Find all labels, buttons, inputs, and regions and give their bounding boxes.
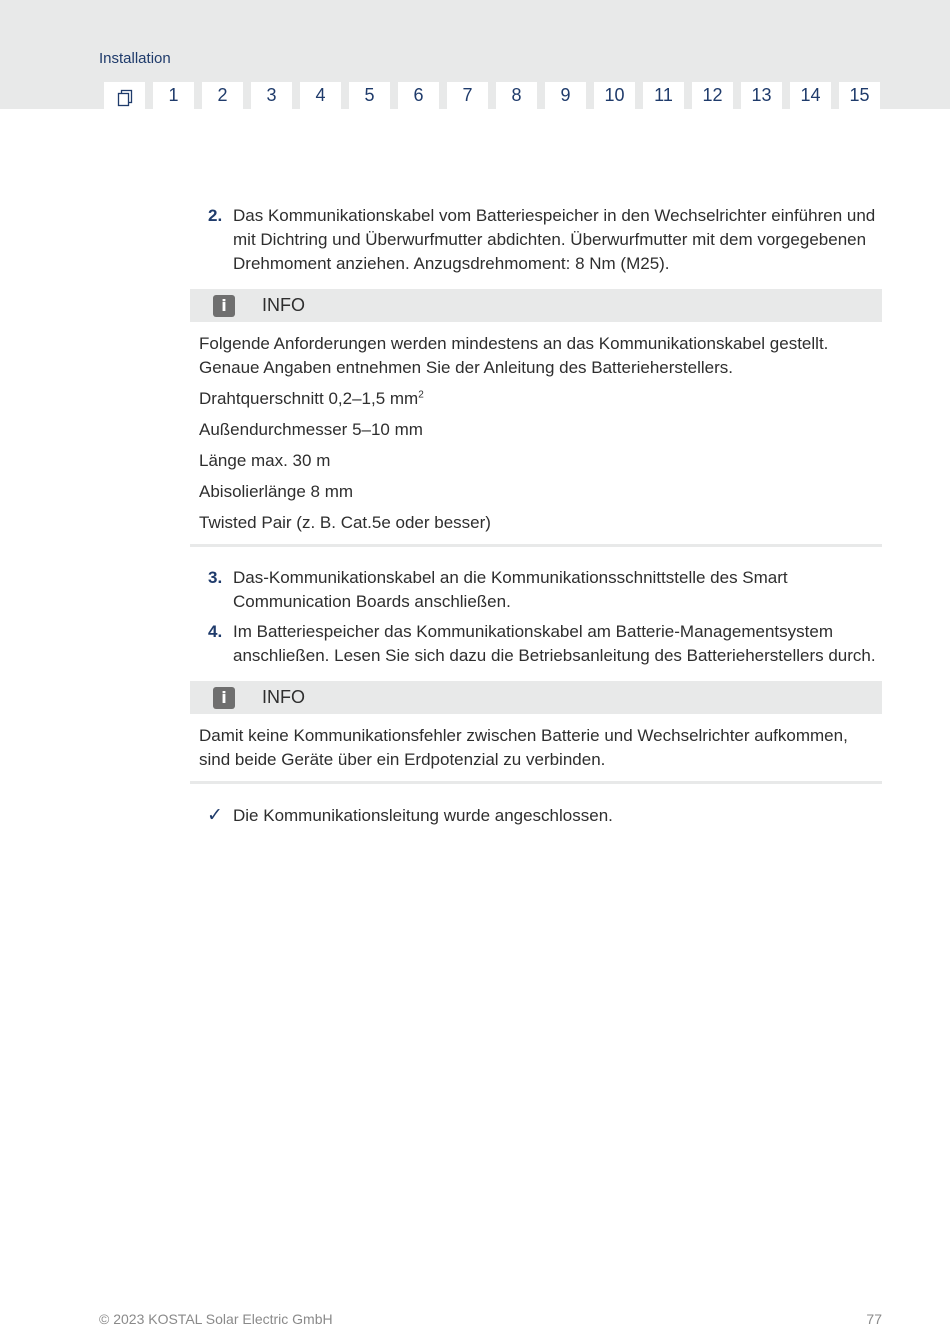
section-title: Installation	[99, 50, 171, 67]
step-text: Das Kommunikationskabel vom Batteriespeicher in den Wechselrichter einführen und mit Dichtring und Überwurfmutter abdichten. Überwurfmutter mit dem vorgegebenen Drehmoment anziehen. Anzugsdrehmoment: 8 Nm (M25).	[233, 206, 876, 273]
info-header	[190, 289, 882, 322]
info-icon: i	[213, 295, 235, 317]
steps-3-4	[190, 566, 882, 668]
outer-diameter: Außendurchmesser 5–10 mm	[199, 420, 423, 439]
chapter-tab-13[interactable]: 13	[741, 82, 782, 109]
chapter-tab-7[interactable]: 7	[447, 82, 488, 109]
chapter-tab-15[interactable]: 15	[839, 82, 880, 109]
chapter-tab-2[interactable]: 2	[202, 82, 243, 109]
step-number: 3.	[208, 568, 223, 587]
chapter-tab-10[interactable]: 10	[594, 82, 635, 109]
step-3	[190, 566, 882, 614]
chapter-tab-6[interactable]: 6	[398, 82, 439, 109]
wire-section-superscript: 2	[418, 389, 424, 401]
strip-length: Abisolierlänge 8 mm	[199, 482, 354, 501]
twisted-pair: Twisted Pair (z. B. Cat.5e oder besser)	[199, 513, 491, 532]
step-2	[190, 204, 882, 276]
chapter-tab-1[interactable]: 1	[153, 82, 194, 109]
step-4	[190, 620, 882, 668]
chapter-tab-8[interactable]: 8	[496, 82, 537, 109]
table-of-contents-icon	[117, 89, 133, 107]
info-intro: Folgende Anforderungen werden mindestens an das Kommunikationskabel gestellt. Genaue Angaben entnehmen Sie der Anleitung des Batterieherstellers.	[199, 334, 829, 377]
step-number: 4.	[208, 622, 223, 641]
chapter-tab-5[interactable]: 5	[349, 82, 390, 109]
main-content	[190, 204, 882, 828]
info-box-cable-requirements	[190, 289, 882, 547]
cable-length: Länge max. 30 m	[199, 451, 331, 470]
info-text: Damit keine Kommunikationsfehler zwischen Batterie und Wechselrichter aufkommen, sind beide Geräte über ein Erdpotenzial zu verbinden.	[199, 726, 848, 769]
toc-tab[interactable]	[104, 82, 145, 109]
info-header	[190, 681, 882, 714]
checkmark-icon: ✓	[207, 805, 223, 826]
info-title: INFO	[262, 687, 305, 707]
chapter-tab-14[interactable]: 14	[790, 82, 831, 109]
wire-section: Drahtquerschnitt 0,2–1,5 mm	[199, 389, 419, 408]
step-number: 2.	[208, 206, 223, 225]
info-body	[190, 322, 882, 544]
info-icon: i	[213, 687, 235, 709]
info-box-ground-potential	[190, 681, 882, 784]
info-body	[190, 714, 882, 781]
info-title: INFO	[262, 295, 305, 315]
footer-copyright: © 2023 KOSTAL Solar Electric GmbH	[99, 1311, 333, 1327]
wire-section-line	[199, 387, 873, 411]
page-number: 77	[866, 1311, 882, 1327]
chapter-tab-11[interactable]: 11	[643, 82, 684, 109]
chapter-tab-12[interactable]: 12	[692, 82, 733, 109]
chapter-tab-3[interactable]: 3	[251, 82, 292, 109]
step-text: Das-Kommunikationskabel an die Kommunikationsschnittstelle des Smart Communication Boards anschließen.	[233, 568, 788, 611]
result-line	[190, 804, 882, 828]
result-text: Die Kommunikationsleitung wurde angeschlossen.	[233, 806, 613, 825]
step-text: Im Batteriespeicher das Kommunikationskabel am Batterie-Managementsystem anschließen. Lesen Sie sich dazu die Betriebsanleitung des Batterieherstellers durch.	[233, 622, 876, 665]
chapter-tab-9[interactable]: 9	[545, 82, 586, 109]
chapter-nav	[104, 82, 880, 109]
chapter-tab-4[interactable]: 4	[300, 82, 341, 109]
